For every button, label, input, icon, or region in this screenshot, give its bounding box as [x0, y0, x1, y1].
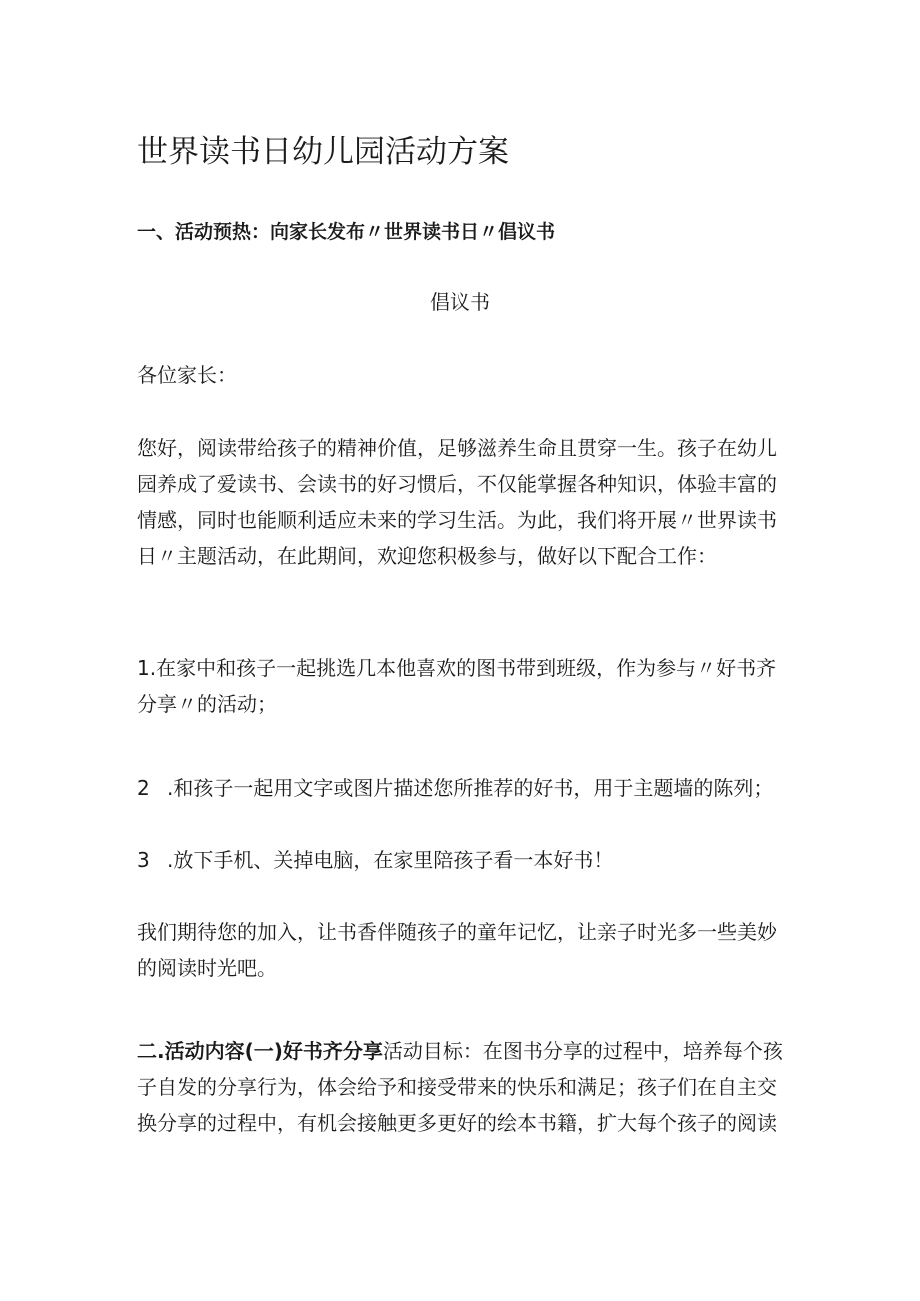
document-title: 世界读书日幼儿园活动方案 — [137, 134, 509, 170]
list-item-number: 3 — [137, 848, 150, 872]
paragraph-line: 情感，同时也能顺利适应未来的学习生活。为此，我们将开展〃世界读书 — [137, 508, 777, 532]
section-1-heading: 一、活动预热：向家长发布〃世界读书日〃倡议书 — [137, 221, 556, 243]
paragraph-line — [137, 842, 787, 878]
section-2-text: 活动目标：在图书分享的过程中，培养每个孩 — [382, 1039, 783, 1063]
closing-paragraph — [137, 914, 787, 986]
list-item-2 — [137, 770, 787, 806]
paragraph-line: 子自发的分享行为，体会给予和接受带来的快乐和满足；孩子们在自主交 — [137, 1075, 777, 1099]
paragraph-line: 日〃主题活动，在此期间，欢迎您积极参与，做好以下配合工作： — [137, 544, 717, 568]
paragraph-line: 分享〃的活动； — [137, 692, 277, 716]
list-item-3 — [137, 842, 787, 878]
paragraph-line: 的阅读时光吧。 — [137, 956, 277, 980]
paragraph-line — [137, 1033, 787, 1069]
list-item-1 — [137, 650, 787, 722]
list-item-number: 2 — [137, 776, 150, 800]
paragraph-line: 1.在家中和孩子一起挑选几本他喜欢的图书带到班级，作为参与〃好书齐 — [137, 656, 777, 680]
intro-paragraph — [137, 430, 787, 574]
paragraph-line — [137, 770, 787, 806]
section-2-heading: 二.活动内容(一)好书齐分享 — [137, 1039, 383, 1063]
paragraph-line: 您好，阅读带给孩子的精神价值，足够滋养生命且贯穿一生。孩子在幼儿 — [137, 436, 777, 460]
list-item-text: .放下手机、关掉电脑，在家里陪孩子看一本好书！ — [167, 848, 614, 872]
salutation: 各位家长： — [137, 363, 237, 387]
paragraph-line: 换分享的过程中，有机会接触更多更好的绘本书籍，扩大每个孩子的阅读 — [137, 1111, 777, 1135]
paragraph-line: 园养成了爱读书、会读书的好习惯后，不仅能掌握各种知识，体验丰富的 — [137, 472, 777, 496]
section-2-paragraph — [137, 1033, 787, 1141]
list-item-text: .和孩子一起用文字或图片描述您所推荐的好书，用于主题墙的陈列； — [167, 776, 774, 800]
paragraph-line: 我们期待您的加入，让书香伴随孩子的童年记忆，让亲子时光多一些美妙 — [137, 920, 777, 944]
letter-title: 倡议书 — [430, 290, 490, 314]
